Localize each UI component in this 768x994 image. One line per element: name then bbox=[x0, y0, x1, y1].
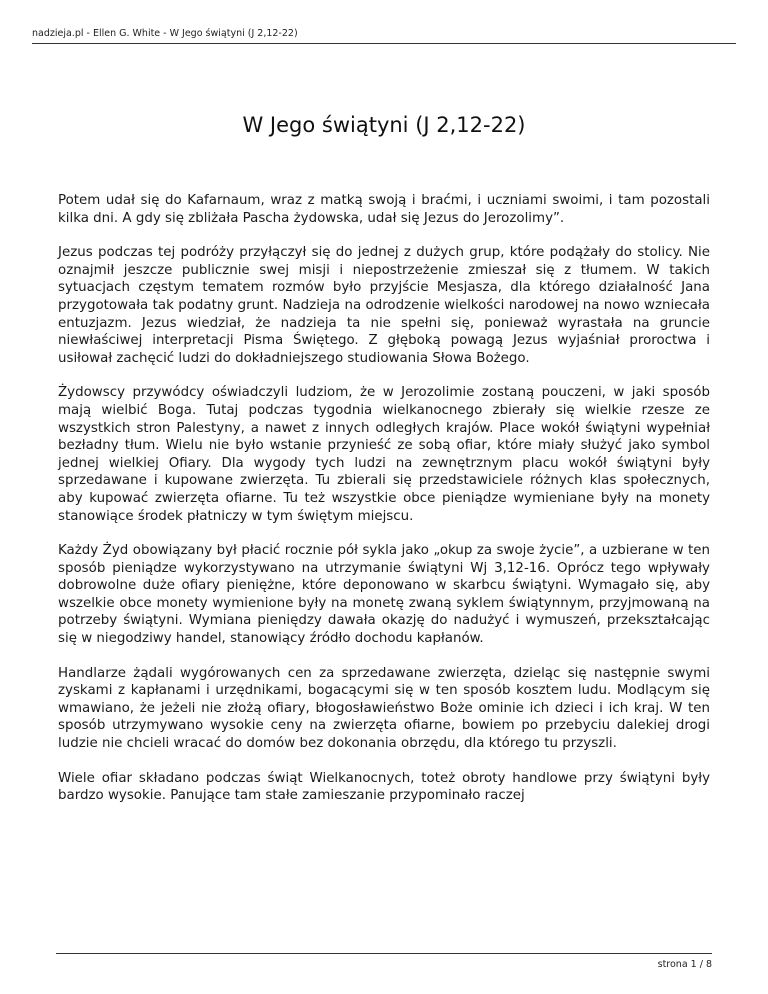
header-text: nadzieja.pl - Ellen G. White - W Jego świątyni (J 2,12-22) bbox=[32, 28, 298, 39]
paragraph: Żydowscy przywódcy oświadczyli ludziom, że w Jerozolimie zostaną pouczeni, w jaki sposób mają wielbić Boga. Tutaj podczas tygodnia wielkanocnego zbierały się wielkie rzesze ze wszystkich stron Palestyny, a nawet z innych odległych krajów. Place wokół świątyni wypełniał bezładny tłum. Wielu nie było wstanie przynieść ze sobą ofiar, które miały służyć jako symbol jednej wielkiej Ofiary. Dla wygody tych ludzi na zewnętrznym placu wokół świątyni były sprzedawane i kupowane zwierzęta. Tu zbierali się przedstawiciele różnych klas społecznych, aby kupować zwierzęta ofiarne. Tu też wszystkie obce pieniądze wymieniane były na monety stanowiące środek płatniczy w tym świętym miejscu. bbox=[58, 385, 710, 524]
paragraph: Każdy Żyd obowiązany był płacić rocznie pół sykla jako „okup za swoje życie”, a uzbierane w ten sposób pieniądze wykorzystywano na utrzymanie świątyni Wj 3,12-16. Oprócz tego wpływały dobrowolne duże ofiary pieniężne, które deponowano w skarbcu świątyni. Wymagało się, aby wszelkie obce monety wymienione były na monetę zwaną syklem świątynnym, przyjmowaną na potrzeby świątyni. Wymiana pieniędzy dawała okazję do nadużyć i wymuszeń, przekształcając się w niegodziwy handel, stanowiący źródło dochodu kapłanów. bbox=[58, 543, 710, 647]
document-title: W Jego świątyni (J 2,12-22) bbox=[242, 113, 526, 137]
page-header bbox=[32, 28, 736, 44]
paragraph: Handlarze żądali wygórowanych cen za sprzedawane zwierzęta, dzieląc się następnie swymi zyskami z kapłanami i urzędnikami, bogacącymi się w ten sposób kosztem ludu. Modlącym się wmawiano, że jeżeli nie złożą ofiary, błogosławieństwo Boże ominie ich dzieci i ich kraj. W ten sposób utrzymywano wysokie ceny na zwierzęta ofiarne, bowiem po przebyciu dalekiej drogi ludzie nie chcieli wracać do domów bez dokonania obrzędu, dla którego tu przyszli. bbox=[58, 665, 710, 752]
paragraph: Potem udał się do Kafarnaum, wraz z matką swoją i braćmi, i uczniami swoimi, i tam pozostali kilka dni. A gdy się zbliżała Pascha żydowska, udał się Jezus do Jerozolimy”. bbox=[58, 193, 710, 226]
paragraph: Jezus podczas tej podróży przyłączył się do jednej z dużych grup, które podążały do stolicy. Nie oznajmił jeszcze publicznie swej misji i niepostrzeżenie zmieszał się z tłumem. W takich sytuacjach częstym tematem rozmów było przyjście Mesjasza, dla którego działalność Jana przygotowała tak podatny grunt. Nadzieja na odrodzenie wielkości narodowej na nowo wzniecała entuzjazm. Jezus wiedział, że nadzieja ta nie spełni się, ponieważ wyrastała na gruncie niewłaściwej interpretacji Pisma Świętego. Z głęboką powagą Jezus wyjaśniał proroctwa i usiłował zachęcić ludzi do dokładniejszego studiowania Słowa Bożego. bbox=[58, 245, 710, 366]
page-number: strona 1 / 8 bbox=[657, 959, 712, 970]
paragraph: Wiele ofiar składano podczas świąt Wielkanocnych, toteż obroty handlowe przy świątyni były bardzo wysokie. Panujące tam stałe zamieszanie przypominało raczej bbox=[58, 770, 710, 804]
document-body bbox=[58, 192, 710, 822]
page-footer bbox=[56, 953, 712, 971]
